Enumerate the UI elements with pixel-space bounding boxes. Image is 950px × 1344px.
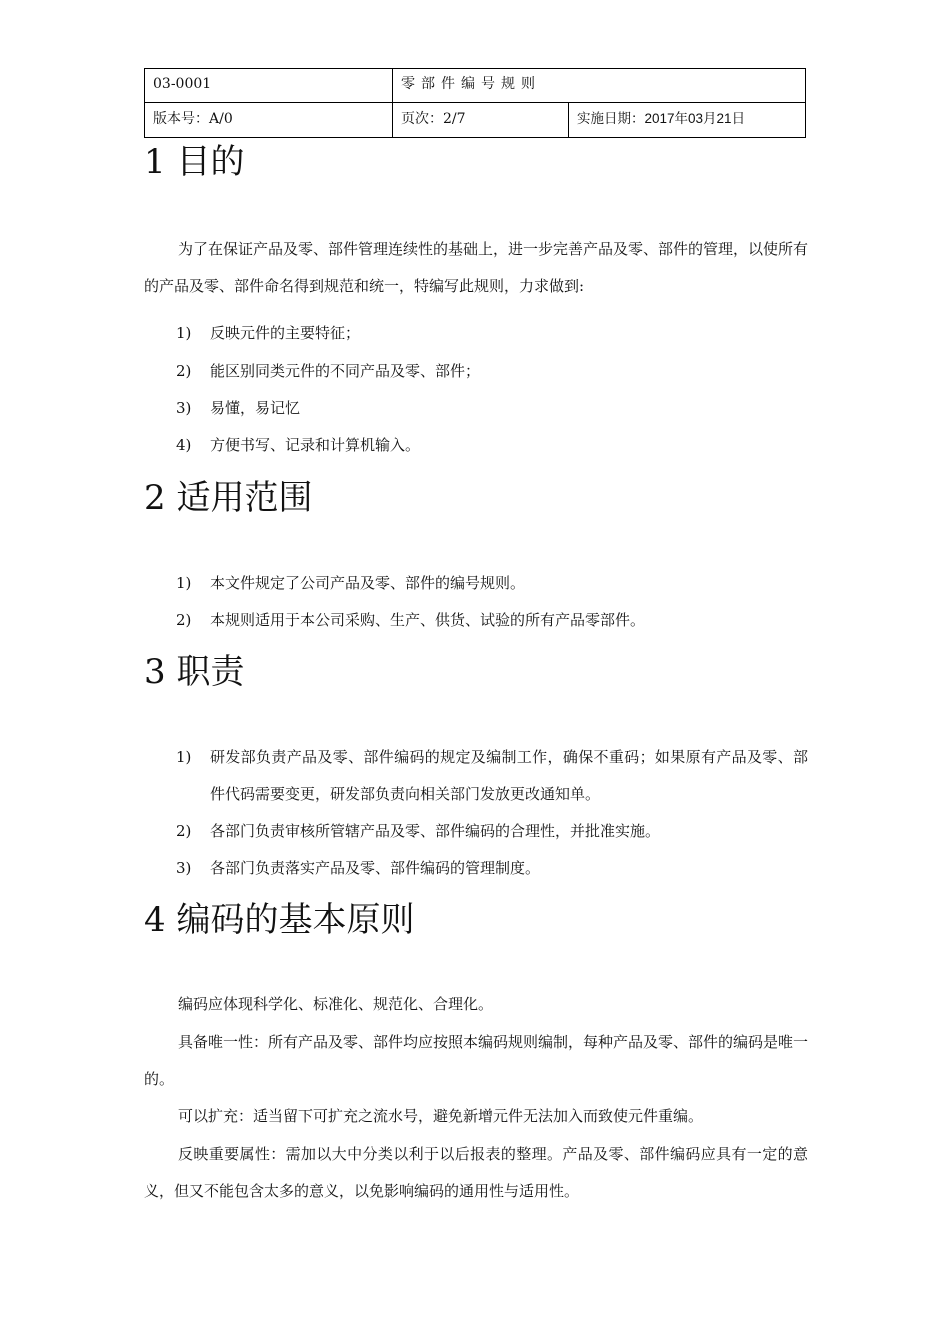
list-item [176, 813, 808, 850]
list-item-text: 本规则适用于本公司采购、生产、供货、试验的所有产品零部件。 [210, 611, 646, 629]
list-item [176, 427, 808, 464]
list-item-number: 1) [176, 324, 192, 342]
list-item-text: 能区别同类元件的不同产品及零、部件； [210, 362, 481, 380]
list-item-text: 方便书写、记录和计算机输入。 [210, 436, 421, 454]
section-heading-coding-principles: 4 编码的基本原则 [144, 900, 415, 940]
list-item [176, 850, 808, 887]
list-item [176, 353, 808, 390]
doc-effective-date: 实施日期：2017年03月21日 [577, 111, 746, 126]
header-row-2 [145, 102, 805, 138]
principle-paragraph: 可以扩充：适当留下可扩充之流水号，避免新增元件无法加入而致使元件重编。 [178, 1107, 704, 1125]
list-item [176, 739, 808, 813]
list-item-number: 2) [176, 822, 192, 840]
list-item [176, 602, 808, 639]
list-item-number: 2) [176, 611, 192, 629]
header-row-1 [145, 69, 805, 103]
doc-title: 零部件编号规则 [401, 76, 541, 92]
doc-number: 03-0001 [145, 69, 393, 102]
section-heading-scope: 2 适用范围 [144, 478, 313, 518]
section-1-intro: 为了在保证产品及零、部件管理连续性的基础上，进一步完善产品及零、部件的管理，以使所有的产品及零、部件命名得到规范和统一，特编写此规则，力求做到: [144, 240, 809, 295]
list-item [176, 315, 808, 352]
list-item-text: 本文件规定了公司产品及零、部件的编号规则。 [210, 574, 526, 592]
list-item [176, 390, 808, 427]
list-item [176, 565, 808, 602]
list-item-number: 1) [176, 574, 192, 592]
section-heading-responsibilities: 3 职责 [144, 652, 245, 692]
principle-paragraph: 反映重要属性：需加以大中分类以利于以后报表的整理。产品及零、部件编码应具有一定的意义，但又不能包含太多的意义，以免影响编码的通用性与适用性。 [144, 1145, 808, 1200]
list-item-text: 各部门负责审核所管辖产品及零、部件编码的合理性，并批准实施。 [210, 822, 661, 840]
principle-paragraph: 编码应体现科学化、标准化、规范化、合理化。 [178, 995, 494, 1013]
list-item-number: 1) [176, 748, 192, 766]
list-item-number: 3) [176, 859, 192, 877]
list-item-number: 3) [176, 399, 192, 417]
principle-paragraph: 具备唯一性：所有产品及零、部件均应按照本编码规则编制，每种产品及零、部件的编码是唯一的。 [144, 1033, 809, 1088]
list-item-text: 各部门负责落实产品及零、部件编码的管理制度。 [210, 859, 541, 877]
list-item-text: 反映元件的主要特征； [210, 324, 361, 342]
doc-version: 版本号：A/0 [145, 102, 393, 138]
doc-page-number: 页次：2/7 [393, 102, 569, 138]
list-item-number: 2) [176, 362, 192, 380]
document-header-table [144, 68, 806, 138]
section-heading-purpose: 1 目的 [144, 142, 245, 182]
list-item-number: 4) [176, 436, 192, 454]
list-item-text: 研发部负责产品及零、部件编码的规定及编制工作，确保不重码；如果原有产品及零、部件代码需要变更，研发部负责向相关部门发放更改通知单。 [210, 748, 808, 803]
list-item-text: 易懂，易记忆 [210, 399, 301, 417]
